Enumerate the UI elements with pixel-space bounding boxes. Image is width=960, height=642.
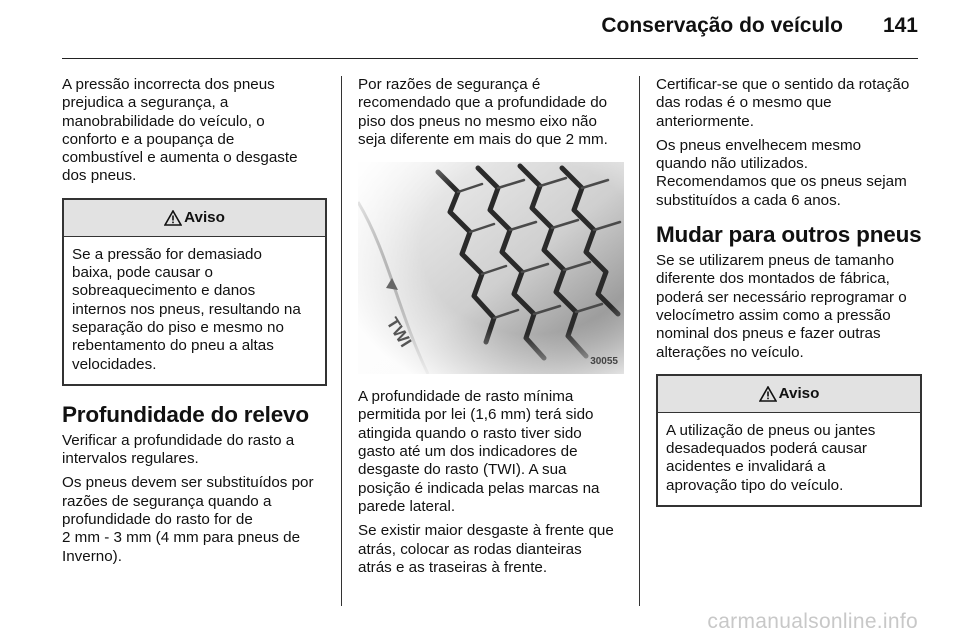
warning-header: [658, 376, 920, 413]
column-divider: [341, 76, 342, 606]
warning-box: [62, 198, 327, 386]
tire-tread-illustration: [358, 162, 624, 374]
warning-header: [64, 200, 325, 237]
warning-triangle-icon: [759, 386, 777, 402]
figure-number: 30055: [590, 355, 618, 367]
warning-text: A utilização de pneus ou jantes desadequados poderá causar acidentes e invalidará a aprovação tipo do veículo.: [666, 421, 876, 494]
page-number: 141: [882, 14, 918, 37]
header-rule: [62, 58, 918, 59]
warning-triangle-icon: [164, 210, 182, 226]
column-2: [358, 76, 624, 583]
warning-box: [656, 374, 922, 507]
paragraph: Verificar a profundidade do rasto a intervalos regulares.: [62, 431, 295, 468]
paragraph: Certificar-se que o sentido da rotação das rodas é o mesmo que anteriormente.: [656, 76, 910, 130]
paragraph: Se existir maior desgaste à frente que atrás, colocar as rodas dianteiras atrás e as traseiras à frente.: [358, 522, 614, 576]
column-divider: [639, 76, 640, 606]
paragraph: A profundidade de rasto mínima permitida por lei (1,6 mm) terá sido atingida quando o rasto tiver sido gasto até um dos indicadores de desgaste do rasto (TWI). A sua posição é indicada pelas marcas na parede lateral.: [358, 388, 600, 515]
watermark: carmanualsonline.info: [707, 610, 918, 633]
warning-title: Aviso: [778, 384, 820, 402]
paragraph: Por razões de segurança é recomendado que a profundidade do piso dos pneus no mesmo eixo não seja diferente em mais do que 2 mm.: [358, 76, 608, 148]
twi-mark: TWI: [382, 314, 416, 351]
page-header: [601, 14, 918, 38]
column-3: [656, 76, 922, 523]
warning-title: Aviso: [184, 208, 225, 226]
paragraph: Os pneus envelhecem mesmo quando não utilizados. Recomendamos que os pneus sejam substituídos a cada 6 anos.: [656, 136, 907, 209]
column-1: [62, 76, 327, 572]
section-heading: Mudar para outros pneus: [656, 222, 922, 248]
paragraph: Se se utilizarem pneus de tamanho diferente dos montados de fábrica, poderá ser necessário reprogramar o velocímetro assim como a pressão nominal dos pneus e fazer outras alterações no veículo.: [656, 252, 907, 361]
section-heading: Profundidade do relevo: [62, 401, 309, 427]
page-title: Conservação do veículo: [601, 14, 843, 37]
warning-text: Se a pressão for demasiado baixa, pode causar o sobreaquecimento e danos internos nos pneus, resultando na separação do piso e mesmo no rebentamento do pneu a altas velocidades.: [72, 245, 301, 373]
paragraph: Os pneus devem ser substituídos por razões de segurança quando a profundidade do rasto for de 2 mm - 3 mm (4 mm para pneus de Inverno).: [62, 474, 314, 565]
intro-paragraph: A pressão incorrecta dos pneus prejudica a segurança, a manobrabilidade do veículo, o conforto e a poupança de combustível e aumenta o desgaste dos pneus.: [62, 76, 298, 185]
